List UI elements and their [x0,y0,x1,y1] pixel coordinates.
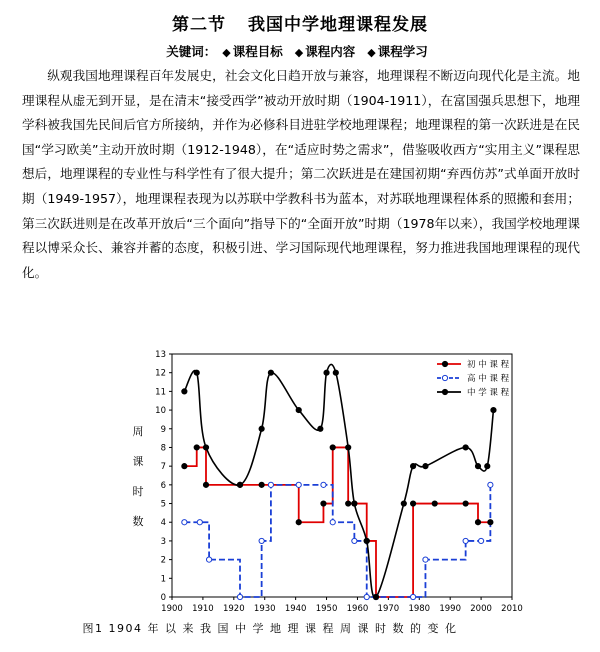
data-point [423,557,428,562]
body-paragraph: 纵观我国地理课程百年发展史，社会文化日趋开放与兼容，地理课程不断迈向现代化是主流。地理课程从虚无到开显，是在清末“接受西学”被动开放时期（1904-1911），在富国强兵思想下，地理学科被我国先民间后官方所接纳，并作为必修科目进驻学校地理课程；地理课程的第一次跃进是在民国“学习欧美”主动开放时期（1912-1948），在“适应时势之需求”，借鉴吸收西方“实用主义”课程思想后，地理课程的专业性与科学性有了很大提升；第二次跃进是在建国初期“弃西仿苏”式单面开放时期（1949-1957），地理课程表现为以苏联中学教科书为蓝本，对苏联地理课程体系的照搬和套用；第三次跃进则是在改革开放后“三个面向”指导下的“全面开放”时期（1978年以来），我国学校地理课程以博采众长、兼容并蓄的态度，积极引进、学习国际现代地理课程，努力推进我国地理课程的现代化。 [22,68,580,280]
keywords-line [0,42,600,60]
y-tick-label: 5 [160,499,166,510]
data-point [182,389,187,394]
data-point [352,501,357,506]
chart-lines [184,364,493,597]
y-tick-label: 12 [155,368,166,379]
data-point [463,445,468,450]
data-point [330,445,335,450]
figure [0,340,600,652]
data-point [478,538,483,543]
data-point [330,520,335,525]
data-point [259,482,264,487]
x-tick-label: 1930 [253,604,276,614]
data-point [182,520,187,525]
diamond-bullet-icon: ◆ [367,46,376,59]
legend-marker [442,361,447,366]
data-point [237,594,242,599]
data-point [432,501,437,506]
y-tick-label: 9 [160,424,166,435]
section-number: 第二节 [172,15,226,35]
data-point [206,557,211,562]
data-point [203,445,208,450]
x-tick-label: 1960 [346,604,369,614]
y-tick-label: 1 [160,574,166,585]
data-point [463,501,468,506]
x-tick-label: 1940 [284,604,307,614]
x-tick-label: 1950 [315,604,338,614]
data-point [296,520,301,525]
legend-marker [442,375,447,380]
data-point [321,482,326,487]
keyword-item: ◆ 课程内容 [294,44,356,59]
data-point [259,538,264,543]
y-tick-label: 11 [155,387,166,398]
hours-chart [0,340,600,620]
series-line [184,447,490,597]
data-point [268,370,273,375]
data-point [488,482,493,487]
data-point [352,538,357,543]
legend-marker [442,389,447,394]
data-point [491,407,496,412]
data-point [346,445,351,450]
data-point [203,482,208,487]
chart-legend [437,359,510,398]
diamond-bullet-icon: ◆ [294,46,304,59]
y-tick-label: 7 [160,462,166,473]
data-point [194,370,199,375]
section-heading [0,10,600,35]
data-point [324,370,329,375]
series-line [184,364,493,597]
y-tick-label: 10 [155,406,166,417]
data-point [237,482,242,487]
y-tick-label: 4 [160,518,166,529]
series-line [184,485,490,597]
data-point [475,464,480,469]
data-point [410,464,415,469]
x-tick-label: 1970 [377,604,400,614]
diamond-bullet-icon: ◆ [222,46,231,59]
legend-label: 中 学 课 程 [467,388,510,398]
data-point [182,464,187,469]
x-tick-label: 1900 [161,604,183,614]
y-tick-label: 8 [160,443,166,454]
keyword-item: ◆ 课程目标 [222,44,283,59]
body-text [22,64,580,285]
data-point [333,370,338,375]
figure-caption: 图1 1904 年 以 来 我 国 中 学 地 理 课 程 周 课 时 数 的 变 化 [82,622,458,635]
x-tick-label: 2010 [501,604,523,614]
x-tick-label: 1990 [439,604,462,614]
x-tick-label: 1920 [222,604,245,614]
data-point [364,594,369,599]
legend-label: 初 中 课 程 [467,360,510,370]
data-point [259,426,264,431]
data-point [423,464,428,469]
data-point [373,594,378,599]
data-point [488,520,493,525]
data-point [410,501,415,506]
data-point [194,445,199,450]
section-title: 我国中学地理课程发展 [248,15,428,35]
legend-label: 高 中 课 程 [467,374,510,384]
y-tick-label: 3 [160,536,166,547]
y-tick-label: 0 [160,593,166,603]
x-tick-label: 1910 [192,604,214,614]
data-point [410,594,415,599]
data-point [475,520,480,525]
data-point [296,407,301,412]
x-tick-label: 2000 [470,604,492,614]
data-point [318,426,323,431]
keyword-item: ◆ 课程学习 [367,44,428,59]
data-point [463,538,468,543]
data-point [268,482,273,487]
data-point [321,501,326,506]
data-point [197,520,202,525]
y-axis-label: 周课时数 [132,425,144,528]
data-point [346,501,351,506]
data-point [485,464,490,469]
data-point [364,538,369,543]
keywords-label: 关键词： [166,44,217,59]
data-point [296,482,301,487]
y-tick-label: 2 [160,555,166,566]
x-tick-label: 1980 [408,604,431,614]
data-point [401,501,406,506]
y-tick-label: 6 [160,480,166,491]
y-tick-label: 13 [155,350,166,360]
